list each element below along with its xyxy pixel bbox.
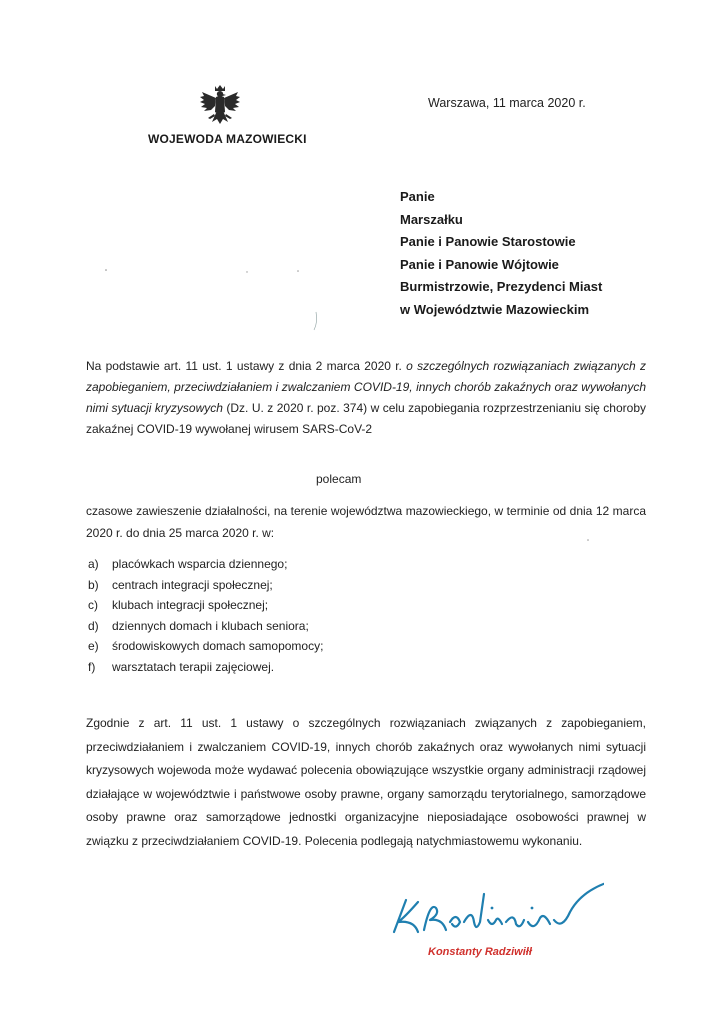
addressee-line: Panie i Panowie Wójtowie xyxy=(400,256,559,272)
list-item-letter: e) xyxy=(88,639,99,653)
list-item xyxy=(88,595,323,616)
list-item xyxy=(88,616,323,637)
office-name: WOJEWODA MAZOWIECKI xyxy=(148,132,307,146)
list-item-text: warsztatach terapii zajęciowej. xyxy=(112,659,275,674)
list-item xyxy=(88,575,323,596)
act-title: o szczególnych rozwiązaniach związanych z zapobieganiem, przeciwdziałaniem i zwalczaniem COVID-19, innych chorób zakaźnych oraz wywołanych nimi sytuacji kryzysowych xyxy=(86,359,646,415)
addressee-line: Burmistrzowie, Prezydenci Miast xyxy=(400,279,603,294)
list-item-letter: f) xyxy=(88,659,96,674)
paragraph-legal-basis xyxy=(86,356,646,440)
signer-name: Konstanty Radziwiłł xyxy=(428,946,532,958)
date-line: Warszawa, 11 marca 2020 r. xyxy=(428,96,586,110)
legal-basis-end: (Dz. U. z 2020 r. poz. 374) w celu zapobiegania rozprzestrzenianiu się choroby zakaźnej COVID-19 wywołanej wirusem SARS-CoV-2 xyxy=(86,401,646,436)
list-item-text: centrach integracji społecznej; xyxy=(112,577,273,592)
list-item xyxy=(88,636,323,657)
addressee-line: Marszałku xyxy=(400,211,463,227)
list-item-letter: a) xyxy=(88,557,99,571)
list-item-letter: d) xyxy=(88,618,99,633)
legal-basis-start: Na podstawie art. 11 ust. 1 ustawy z dnia 2 marca 2020 r. xyxy=(86,359,407,373)
list-item xyxy=(88,657,323,678)
handwritten-signature xyxy=(384,872,604,952)
list-item-text: placówkach wsparcia dziennego; xyxy=(112,557,288,571)
decree-word: polecam xyxy=(316,472,362,486)
addressee-block xyxy=(400,186,602,321)
list-item xyxy=(88,554,323,575)
polish-eagle-emblem-icon xyxy=(198,84,242,132)
list-item-letter: c) xyxy=(88,598,98,612)
list-item-letter: b) xyxy=(88,577,99,592)
addressee-line: Panie i Panowie Starostowie xyxy=(400,234,576,249)
addressee-line: w Województwie Mazowieckim xyxy=(400,301,590,317)
paragraph-authority: Zgodnie z art. 11 ust. 1 ustawy o szczególnych rozwiązaniach związanych z zapobieganiem, przeciwdziałaniem i zwalczaniem COVID-19, innych chorób zakaźnych oraz wywołanych nimi sytuacji kryzysowych wojewoda może wydawać polecenia obowiązujące wszystkie organy administracji rządowej działające w województwie i państwowe osoby prawne, organy samorządu terytorialnego, samorządowe osoby prawne oraz samorządowe jednostki organizacyjne nieposiadające osobowości prawnej w związku z przeciwdziałaniem COVID-19. Polecenia podlegają natychmiastowemu wykonaniu. xyxy=(86,716,646,848)
list-item-text: dziennych domach i klubach seniora; xyxy=(112,618,309,633)
list-item-text: środowiskowych domach samopomocy; xyxy=(112,639,324,653)
paragraph-suspension: czasowe zawieszenie działalności, na terenie województwa mazowieckiego, w terminie od dnia 12 marca 2020 r. do dnia 25 marca 2020 r. w: xyxy=(86,504,646,540)
addressee-line: Panie xyxy=(400,189,435,204)
list-item-text: klubach integracji społecznej; xyxy=(112,598,269,612)
facility-list xyxy=(88,554,323,677)
